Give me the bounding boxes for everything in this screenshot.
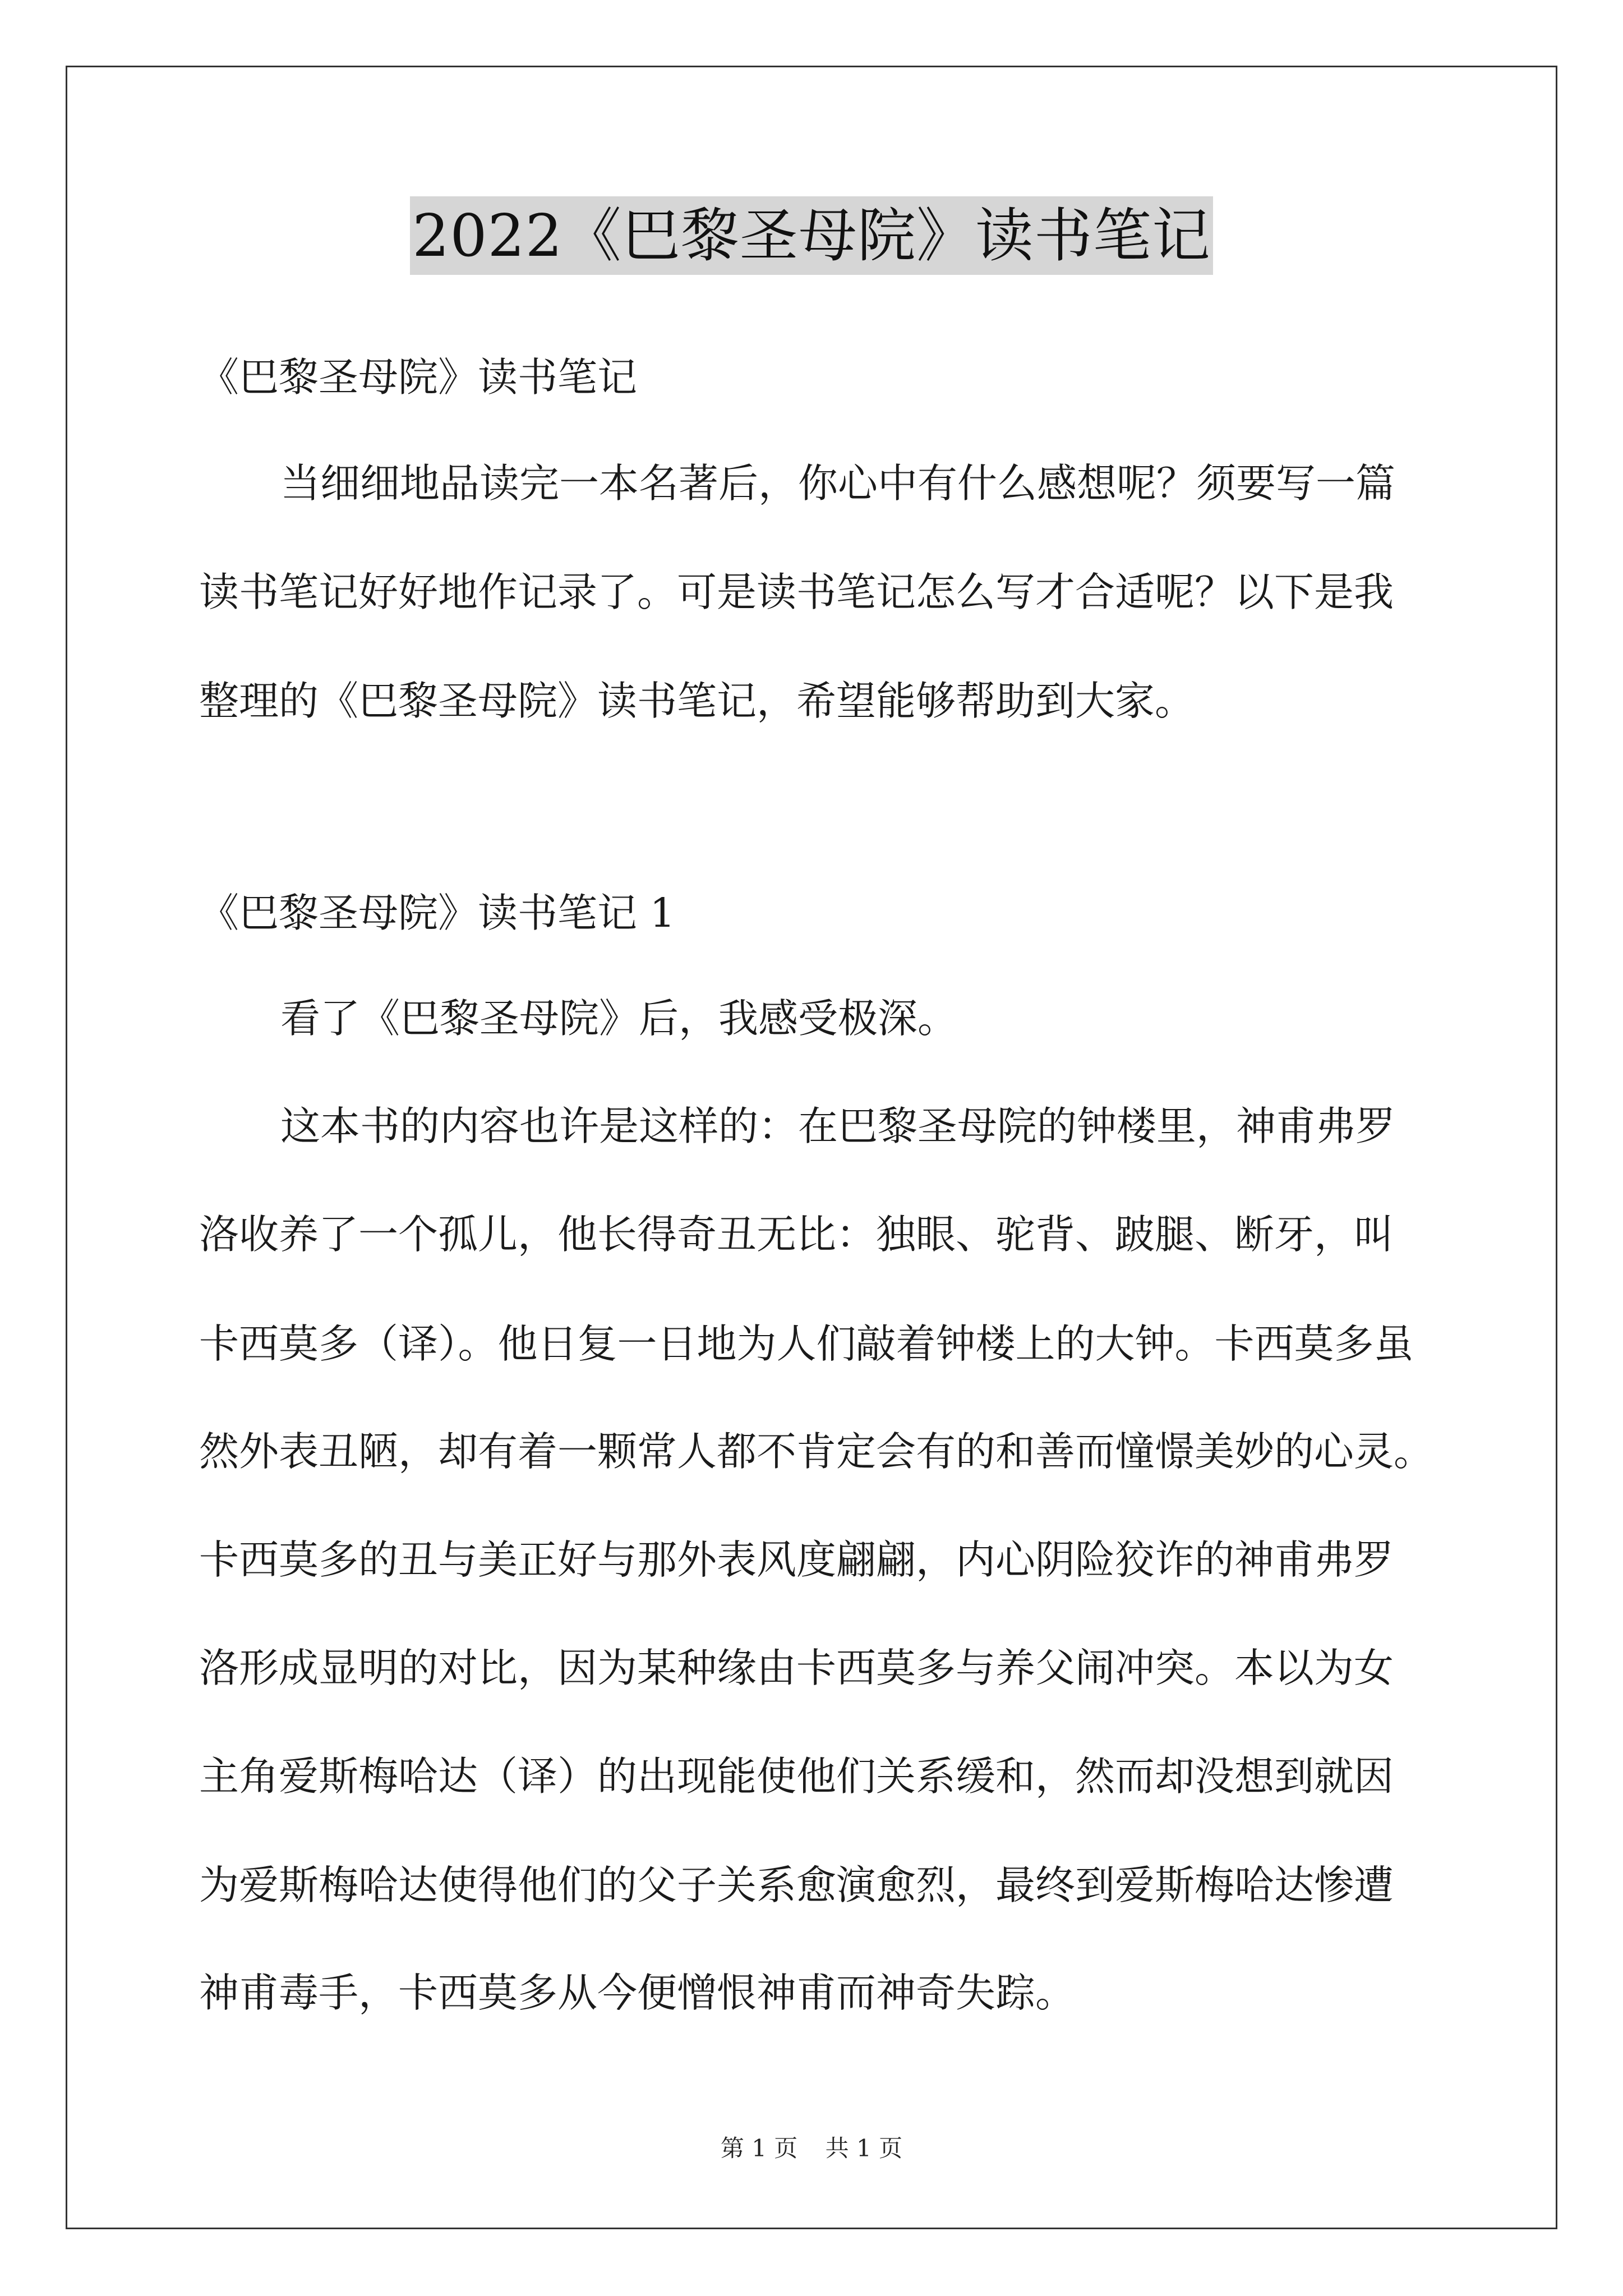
paragraph-line: 这本书的内容也许是这样的：在巴黎圣母院的钟楼里，神甫弗罗 [280, 1103, 1396, 1149]
paragraph-line: 读书笔记好好地作记录了。可是读书笔记怎么写才合适呢？以下是我 [199, 569, 1394, 615]
page-number: 第 1 页 [720, 2134, 798, 2162]
subtitle-line: 《巴黎圣母院》读书笔记 [199, 354, 638, 401]
page-total: 共 1 页 [825, 2134, 903, 2162]
title-container [0, 196, 1623, 275]
paragraph-line: 当细细地品读完一本名著后，你心中有什么感想呢？须要写一篇 [280, 460, 1396, 507]
paragraph-line: 神甫毒手，卡西莫多从今便憎恨神甫而神奇失踪。 [199, 1970, 1076, 2016]
document-title: 2022《巴黎圣母院》读书笔记 [410, 196, 1213, 275]
paragraph-line: 洛形成显明的对比，因为某种缘由卡西莫多与养父闹冲突。本以为女 [199, 1645, 1394, 1691]
paragraph-line: 卡西莫多（译）。他日复一日地为人们敲着钟楼上的大钟。卡西莫多虽 [199, 1320, 1414, 1367]
paragraph-line: 洛收养了一个孤儿，他长得奇丑无比：独眼、驼背、跛腿、断牙，叫 [199, 1211, 1394, 1258]
paragraph-line: 为爱斯梅哈达使得他们的父子关系愈演愈烈，最终到爱斯梅哈达惨遭 [199, 1862, 1394, 1908]
paragraph-line: 看了《巴黎圣母院》后，我感受极深。 [280, 995, 958, 1042]
paragraph-line: 整理的《巴黎圣母院》读书笔记，希望能够帮助到大家。 [199, 678, 1195, 724]
section-heading: 《巴黎圣母院》读书笔记 1 [199, 890, 675, 936]
paragraph-line: 然外表丑陋，却有着一颗常人都不肯定会有的和善而憧憬美妙的心灵。 [199, 1428, 1434, 1475]
paragraph-line: 卡西莫多的丑与美正好与那外表风度翩翩，内心阴险狡诈的神甫弗罗 [199, 1536, 1394, 1583]
page-footer [0, 2133, 1623, 2164]
paragraph-line: 主角爱斯梅哈达（译）的出现能使他们关系缓和，然而却没想到就因 [199, 1753, 1394, 1800]
